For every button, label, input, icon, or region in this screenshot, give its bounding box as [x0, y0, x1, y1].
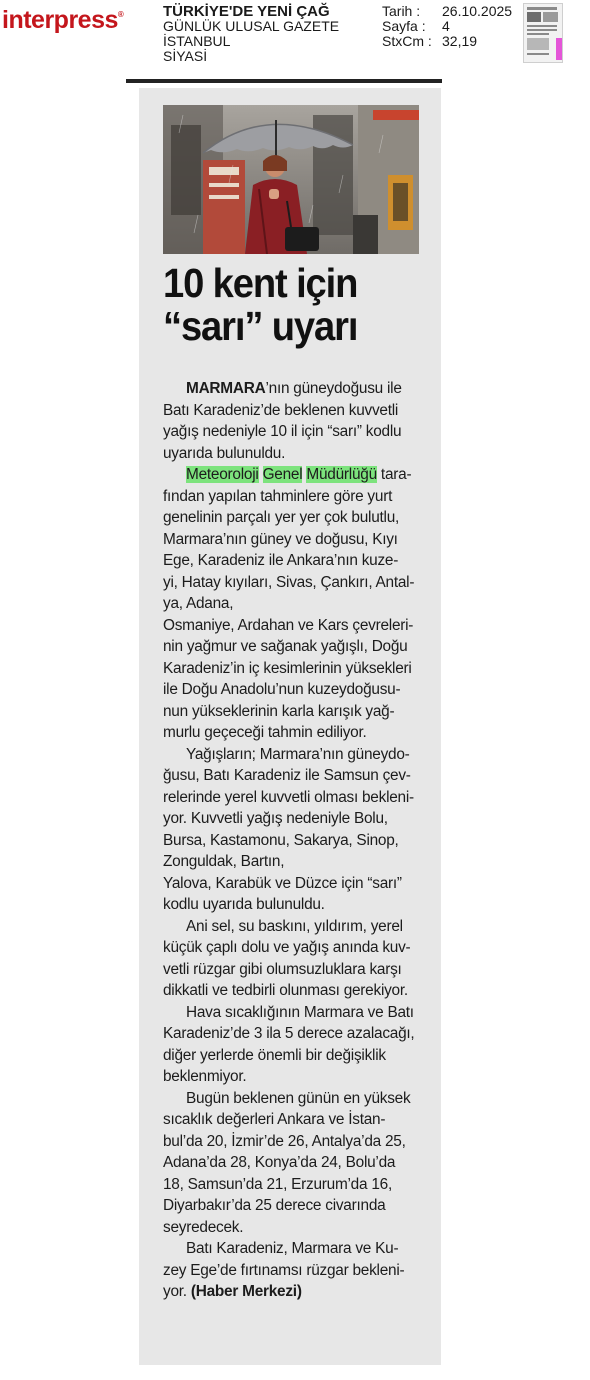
highlighted-term: Meteoroloji — [186, 466, 259, 483]
text-run: yağış nedeniyle 10 il için “sarı” kodlu — [163, 423, 402, 440]
article-line — [163, 1002, 419, 1024]
text-run: küçük çaplı dolu ve yağış anında kuv- — [163, 939, 411, 956]
rain-umbrella-photo — [163, 105, 419, 254]
text-run: kodlu uyarıda bulunuldu. — [163, 896, 325, 913]
text-run: yi, Hatay kıyıları, Sivas, Çankırı, Antal- — [163, 573, 415, 591]
article-line — [163, 1217, 419, 1239]
article-line — [163, 787, 419, 809]
text-run: Osmaniye, Ardahan ve Kars çevreleri- — [163, 616, 414, 634]
text-run: Karadeniz’in iç kesimlerinin yüksekleri — [163, 659, 412, 677]
article-line — [163, 894, 419, 916]
article-line — [163, 1238, 419, 1260]
text-run: Karadeniz’de 3 ila 5 derece azalacağı, — [163, 1025, 415, 1042]
text-run: nin yağmur ve sağanak yağışlı, Doğu — [163, 638, 408, 655]
article-line — [163, 916, 419, 938]
article-line — [163, 400, 419, 422]
text-run: beklenmiyor. — [163, 1068, 247, 1085]
article-body — [163, 378, 419, 1303]
text-run: ile Doğu Anadolu’nun kuzeydoğusu- — [163, 681, 401, 698]
article-line — [163, 830, 419, 852]
text-run: Marmara’nın güney ve doğusu, Kıyı — [163, 530, 398, 548]
text-run: seyredecek. — [163, 1218, 244, 1236]
article-line — [163, 529, 419, 551]
article-line — [163, 1045, 419, 1067]
article-line — [163, 1088, 419, 1110]
text-run: 18, Samsun’da 21, Erzurum’da 16, — [163, 1175, 392, 1193]
article-line — [163, 765, 419, 787]
text-run: Bursa, Kastamonu, Sakarya, Sinop, — [163, 831, 399, 849]
stxcm-value: 32,19 — [442, 33, 478, 49]
page-label: Sayfa : — [382, 18, 426, 34]
article-headline — [163, 262, 414, 348]
article-line — [163, 443, 419, 465]
bold-text: MARMARA — [186, 380, 266, 397]
article-line — [163, 550, 419, 572]
text-run: nun yükseklerinin karla karışık yağ- — [163, 702, 395, 720]
text-run: vetli rüzgar gibi olumsuzluklara karşı — [163, 960, 402, 978]
text-run: Diyarbakır’da 25 derece civarında — [163, 1197, 386, 1214]
text-run: Ani sel, su baskını, yıldırım, yerel — [186, 917, 403, 935]
text-run: dikkatli ve tedbirli olunması gerekiyor. — [163, 982, 408, 999]
header-rule — [126, 79, 442, 83]
article-line — [163, 980, 419, 1002]
article-line — [163, 1131, 419, 1153]
article-line — [163, 615, 419, 637]
article-line — [163, 1260, 419, 1282]
date-label: Tarih : — [382, 3, 421, 19]
headline-line-2: “sarı” uyarı — [163, 303, 358, 349]
text-run: Bugün beklenen günün en yüksek — [186, 1089, 411, 1107]
publication-type: GÜNLÜK ULUSAL GAZETE — [163, 18, 340, 34]
text-run: diğer yerlerde önemli bir değişiklik — [163, 1046, 386, 1064]
article-line — [163, 464, 419, 486]
article-line — [163, 378, 419, 400]
text-run: ’nın güneydoğusu ile — [265, 380, 402, 397]
text-run: Ege, Karadeniz ile Ankara’nın kuze- — [163, 552, 399, 569]
article-line — [163, 1174, 419, 1196]
article-line — [163, 593, 419, 615]
article-line — [163, 873, 419, 895]
text-run: tara- — [376, 466, 412, 483]
highlighted-term: Müdürlüğü — [306, 466, 377, 483]
headline-line-1: 10 kent için — [163, 260, 358, 306]
clipping-position-marker — [556, 38, 562, 60]
article-line — [163, 851, 419, 873]
text-run: yor. — [163, 1283, 191, 1300]
highlighted-term: Genel — [262, 466, 303, 483]
page-thumbnail[interactable] — [523, 3, 563, 63]
article-line — [163, 421, 419, 443]
text-run: Zonguldak, Bartın, — [163, 853, 285, 870]
publication-category: SİYASİ — [163, 48, 208, 64]
text-run: Yalova, Karabük ve Düzce için “sarı” — [163, 874, 402, 892]
article-line — [163, 1109, 419, 1131]
text-run: Yağışların; Marmara’nın güneydo- — [186, 745, 410, 763]
article-line — [163, 937, 419, 959]
text-run: ya, Adana, — [163, 595, 234, 612]
text-run: uyarıda bulunuldu. — [163, 444, 286, 462]
text-run: relerinde yerel kuvvetli olması bekleni- — [163, 788, 414, 806]
article-line — [163, 1066, 419, 1088]
text-run: fından yapılan tahminlere göre yurt — [163, 487, 393, 505]
stxcm-label: StxCm : — [382, 33, 432, 49]
text-run: Hava sıcaklığının Marmara ve Batı — [186, 1003, 414, 1021]
text-run: Adana’da 28, Konya’da 24, Bolu’da — [163, 1154, 396, 1171]
text-run — [259, 466, 263, 483]
article-line — [163, 722, 419, 744]
article-line — [163, 658, 419, 680]
article-line — [163, 486, 419, 508]
article-line — [163, 744, 419, 766]
date-value: 26.10.2025 — [442, 3, 513, 19]
publication-info — [163, 4, 339, 64]
article-line — [163, 572, 419, 594]
article-line — [163, 1281, 419, 1303]
text-run: zey Ege’de fırtınamsı rüzgar bekleni- — [163, 1261, 405, 1279]
article-line — [163, 1195, 419, 1217]
article-photo — [163, 105, 419, 254]
article-line — [163, 679, 419, 701]
article-line — [163, 1152, 419, 1174]
text-run: ğusu, Batı Karadeniz ile Samsun çev- — [163, 767, 411, 784]
text-run: murlu geçeceği tahmin ediliyor. — [163, 724, 367, 741]
article-line — [163, 1023, 419, 1045]
text-run: yor. Kuvvetli yağış nedeniyle Bolu, — [163, 810, 388, 827]
text-run: genelinin parçalı yer yer çok bulutlu, — [163, 509, 400, 526]
bold-text: (Haber Merkezi) — [190, 1283, 302, 1300]
publication-name: TÜRKİYE'DE YENİ ÇAĞ — [163, 3, 330, 20]
page-value: 4 — [442, 18, 450, 34]
text-run: Batı Karadeniz, Marmara ve Ku- — [186, 1240, 399, 1257]
text-run: sıcaklık değerleri Ankara ve İstan- — [163, 1111, 386, 1128]
article-line — [163, 507, 419, 529]
article-line — [163, 636, 419, 658]
text-run: Batı Karadeniz’de beklenen kuvvetli — [163, 401, 399, 419]
interpress-logo: interpress® — [2, 6, 124, 34]
article-line — [163, 959, 419, 981]
text-run: bul’da 20, İzmir’de 26, Antalya’da 25, — [163, 1132, 406, 1150]
article-line — [163, 808, 419, 830]
clipping-meta — [382, 4, 512, 49]
article-line — [163, 701, 419, 723]
publication-city: İSTANBUL — [163, 33, 231, 49]
